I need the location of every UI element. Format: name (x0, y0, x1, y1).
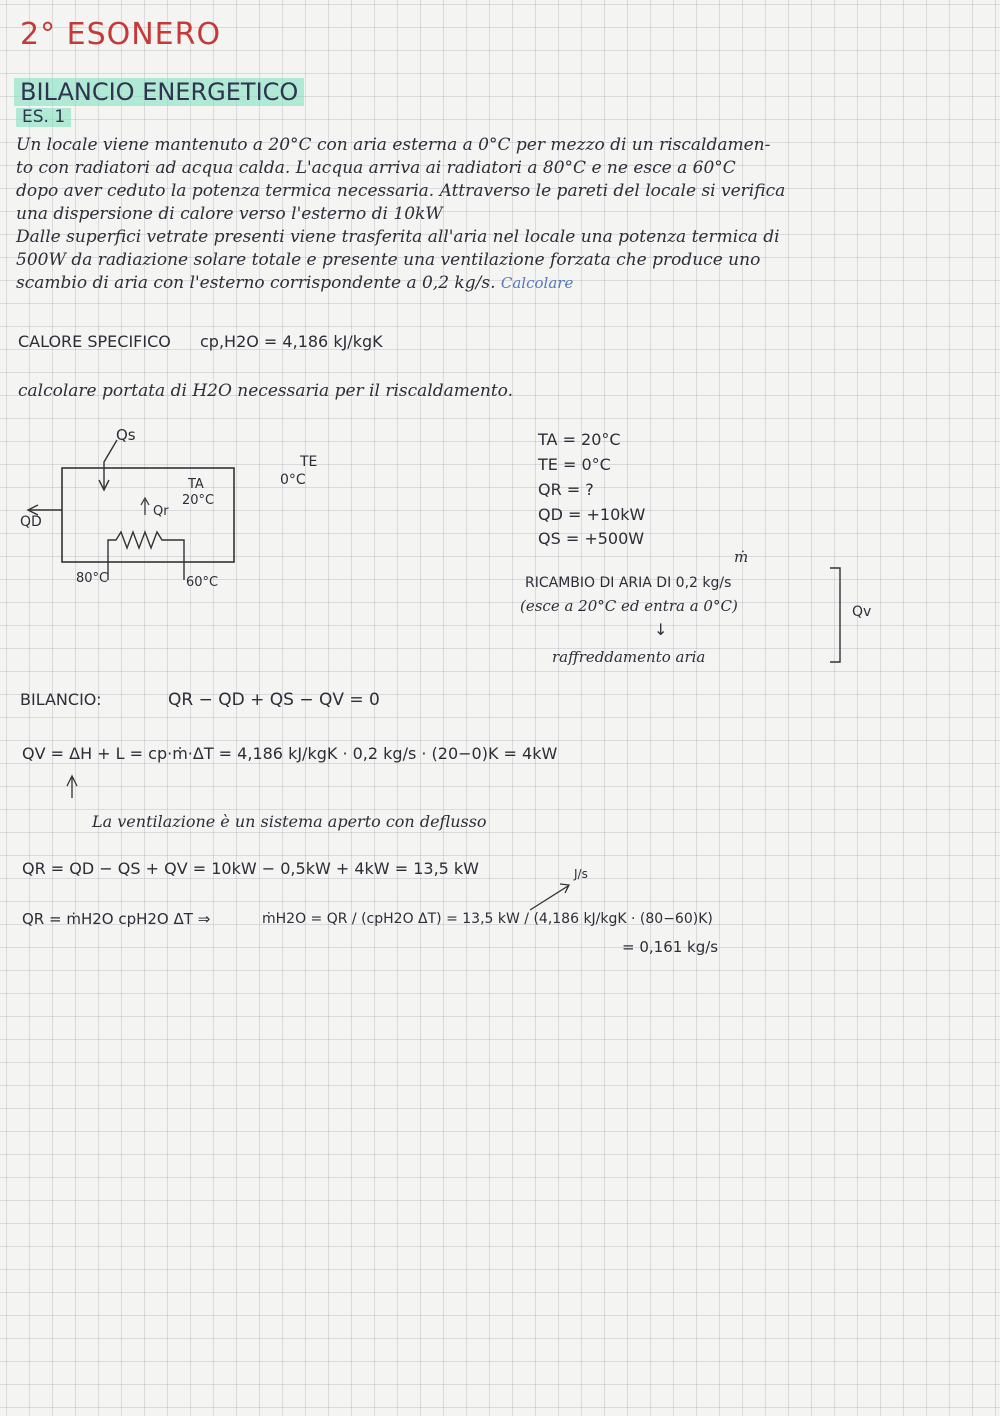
room-box (62, 468, 234, 562)
section-heading: BILANCIO ENERGETICO (14, 78, 304, 106)
problem-line: Dalle superfici vetrate presenti viene trasferita all'aria nel locale una potenza termica di (16, 227, 780, 247)
qd-label: QD (20, 514, 42, 530)
specific-heat-label: CALORE SPECIFICO (18, 332, 171, 351)
mdot-symbol: ṁ (734, 548, 749, 566)
units-arrow (530, 884, 569, 910)
qs-arrow (104, 440, 117, 488)
exchange-line-3: raffreddamento aria (552, 648, 706, 666)
radiator-icon (108, 532, 184, 580)
specific-heat-value: cp,H2O = 4,186 kJ/kgK (200, 332, 383, 351)
page-title: 2° ESONERO (20, 17, 222, 52)
qv-equation: QV = ΔH + L = cp·ṁ·ΔT = 4,186 kJ/kgK · 0,2 kg/s · (20−0)K = 4kW (22, 744, 558, 763)
mdot-equation: ṁH2O = QR / (cpH2O ΔT) = 13,5 kW / (4,186 kJ/kgK · (80−60)K) (262, 911, 713, 927)
te-label: TE (300, 454, 318, 470)
bracket (830, 568, 840, 662)
balance-equation: QR − QD + QS − QV = 0 (168, 690, 380, 710)
qr-arrow (141, 498, 149, 515)
exchange-line-2: (esce a 20°C ed entra a 0°C) (520, 597, 738, 615)
problem-line: dopo aver ceduto la potenza termica necessaria. Attraverso le pareti del locale si verifica (16, 181, 786, 201)
problem-line: to con radiatori ad acqua calda. L'acqua arriva ai radiatori a 80°C e ne esce a 60°C (16, 158, 736, 178)
result: = 0,161 kg/s (622, 938, 719, 956)
inlet-temp: 80°C (76, 571, 109, 586)
qs-label: Qs (116, 426, 136, 444)
mdot-equation-left: QR = ṁH2O cpH2O ΔT ⇒ (22, 910, 211, 928)
problem-last-line: scambio di aria con l'esterno corrispondente a 0,2 kg/s. (16, 273, 496, 293)
qv-label: Qv (852, 604, 872, 620)
given-ta: TA = 20°C (538, 430, 621, 449)
outlet-temp: 60°C (186, 575, 219, 590)
given-qr: QR = ? (538, 480, 594, 499)
note-arrow (67, 776, 77, 798)
ta-value: 20°C (182, 493, 215, 508)
units-note: J/s (574, 867, 588, 881)
te-value: 0°C (280, 472, 306, 488)
given-qs: QS = +500W (538, 529, 645, 548)
calculate-note: Calcolare (500, 274, 574, 292)
ventilation-note: La ventilazione è un sistema aperto con deflusso (92, 812, 487, 831)
qr-label: Qr (153, 504, 169, 519)
exercise-label: ES. 1 (16, 108, 71, 127)
ta-label: TA (188, 477, 204, 492)
qr-equation: QR = QD − QS + QV = 10kW − 0,5kW + 4kW = 13,5 kW (22, 859, 479, 878)
given-qd: QD = +10kW (538, 505, 646, 524)
problem-line: 500W da radiazione solare totale e presente una ventilazione forzata che produce uno (16, 250, 761, 270)
problem-line: una dispersione di calore verso l'esterno di 10kW (16, 204, 443, 224)
given-te: TE = 0°C (538, 455, 611, 474)
exchange-line-1: RICAMBIO DI ARIA DI 0,2 kg/s (525, 575, 732, 591)
balance-label: BILANCIO: (20, 690, 102, 709)
exchange-arrow: ↓ (654, 620, 668, 639)
question-text: calcolare portata di H2O necessaria per il riscaldamento. (18, 381, 514, 401)
problem-line: Un locale viene mantenuto a 20°C con aria esterna a 0°C per mezzo di un riscaldamen- (16, 135, 771, 155)
